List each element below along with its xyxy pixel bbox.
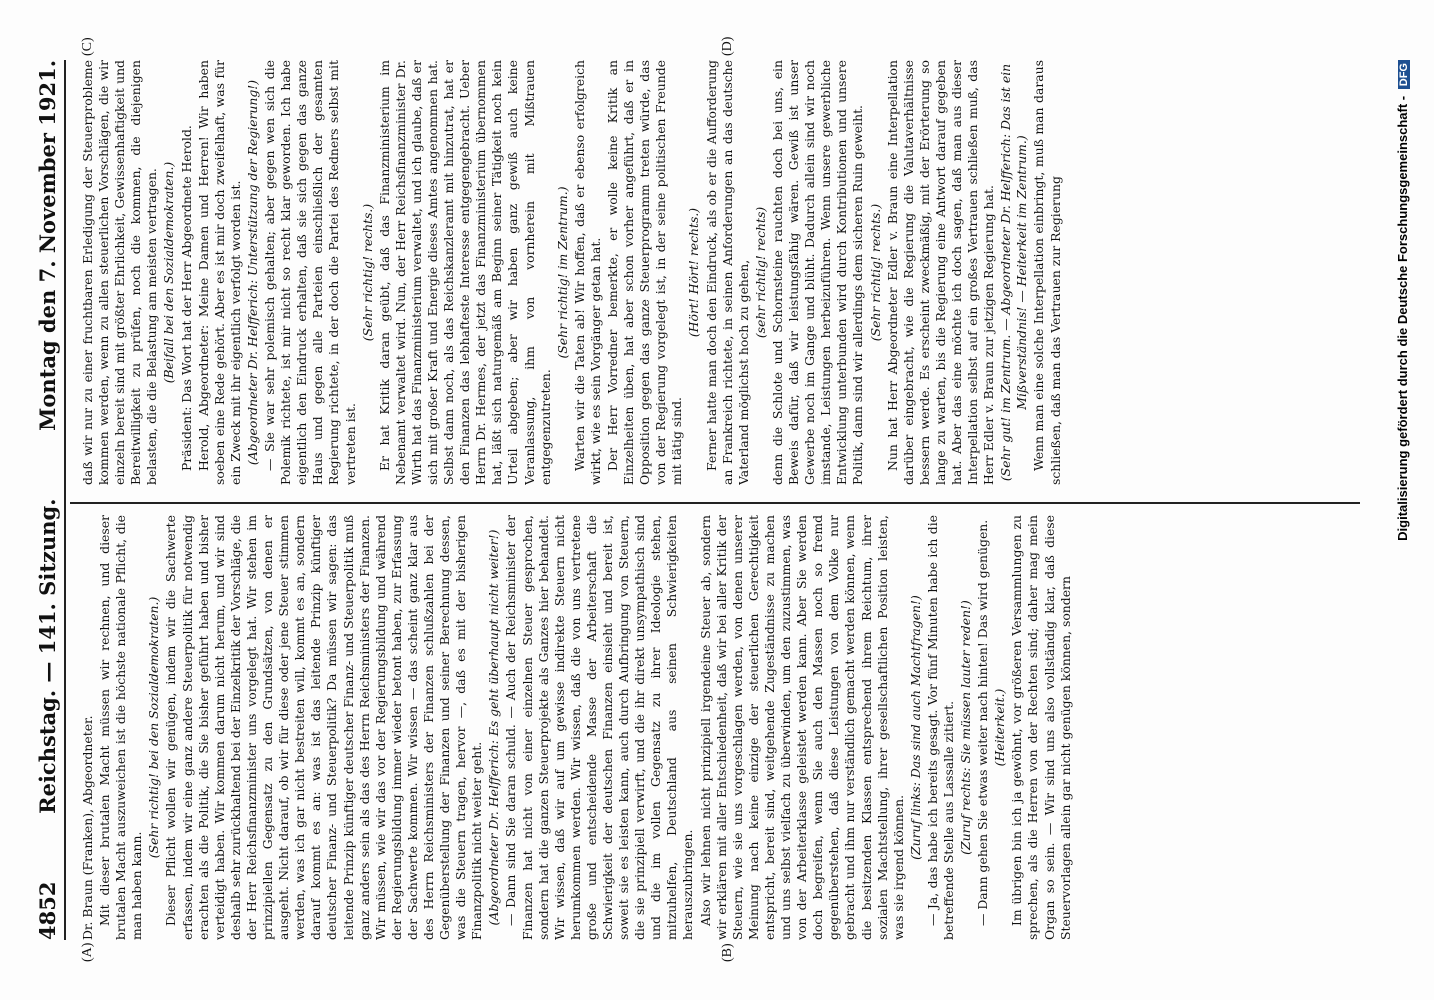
paragraph: denn die Schlote und Schornsteine rauchten doch bei uns, ein Beweis dafür, daß wir leistungsfähig wären. Gewiß ist unser Gewerbe noch im Gange und blüht. Dadurch allein sind wir noch imstande, Leistungen herbeizuführen. Wenn unsere gewerbliche Entwicklung unterbunden wird durch Kontributionen und unsere Politik, dann sind wir allerdings dem sicheren Ruin geweiht. bbox=[769, 60, 866, 485]
digitization-footer bbox=[1395, 60, 1410, 940]
left-column bbox=[80, 515, 1360, 940]
speaker-line: Dr. Braun (Franken), Abgeordneter. bbox=[80, 715, 95, 940]
interjection: (Abgeordneter Dr. Helfferich: Unterstützung der Regierung!) bbox=[244, 79, 260, 466]
interjection: (Sehr richtig! rechts.) bbox=[867, 203, 883, 342]
paragraph: Nun hat Herr Abgeordneter Edler v. Braun eine Interpellation darüber eingebracht, wie die Regierung die Valutaverhältnisse bessern werde. Es erscheint zweckmäßig, mit der Erörterung so lange zu warten, bis die Regierung eine Antwort darauf gegeben hat. Aber das eine möchte ich doch sagen, daß man aus dieser Interpellation selbst auf ein großes Vertrauen schließen muß, das Herr Edler v. Braun zur jetzigen Regierung hat. bbox=[884, 60, 997, 485]
right-column bbox=[80, 60, 1360, 485]
interjection: (Sehr richtig! bei den Sozialdemokraten.) bbox=[146, 596, 162, 859]
paragraph: — Dann sind Sie daran schuld. — Auch der Reichsminister der Finanzen hat nicht von einer einzelnen Steuer gesprochen, sondern hat die ganzen Steuerprojekte als Ganzes hier behandelt. Wir wissen, daß wir auf um gewisse indirekte Steuern nicht herumkommen werden. Wir wissen, daß die von uns vertretene große und entscheidende Masse der Arbeiterschaft die Schwierigkeit der deutschen Finanzen einsieht und bereit ist, soweit sie es leisten kann, auch durch Aufbringung von Steuern, die sie prinzipiell verwirft, und die ihr direkt unsympathisch sind und die im vollen Gegensatz zu ihrer Ideologie stehen, mitzuhelfen, Deutschland aus seinen Schwierigkeiten herauszubringen. bbox=[503, 515, 696, 940]
speaker-line: Herold, Abgeordneter: Meine Damen und Herren! Wir haben soeben eine Rede gehört. Aber es ist mir doch zweifelhaft, was für ein Zweck mit ihr eigentlich verfolgt worden ist. bbox=[195, 60, 243, 485]
paragraph: Warten wir die Taten ab! Wir hoffen, daß er ebenso erfolgreich wirkt, wie es sein Vorgänger getan hat. bbox=[571, 60, 603, 485]
paragraph: Er hat Kritik daran geübt, daß das Finanzministerium im Nebenamt verwaltet wird. Nun, der Herr Reichsfinanzminister Dr. Wirth hat das Finanzministerium verwaltet, und ich glaube, daß er sich mit großer Kraft und Energie dieses Amtes angenommen hat. Selbst dann noch, als das Reichskanzleramt mit hinzutrat, hat er den Finanzen das lebhafteste Interesse entgegengebracht. Ueber Herrn Dr. Hermes, der jetzt das Finanzministerium übernommen hat, läßt sich naturgemäß am Beginn seiner Tätigkeit noch kein Urteil abgeben; aber wir haben ganz gewiß auch keine Veranlassung, ihm von vornherein mit Mißtrauen entgegenzutreten. bbox=[376, 60, 553, 485]
column-divider bbox=[70, 502, 1360, 504]
margin-marker-c: (C) bbox=[80, 37, 95, 56]
page-header bbox=[20, 60, 66, 940]
paragraph: Mit dieser brutalen Macht müssen wir rechnen, und dieser brutalen Macht auszuweichen ist die höchste nationale Pflicht, die man haben kann. bbox=[97, 515, 145, 940]
dfg-logo: DFG bbox=[1398, 60, 1410, 89]
interjection: (Zuruf links: Das sind auch Machtfragen!) bbox=[907, 595, 923, 860]
paragraph: Ferner hatte man doch den Eindruck, als ob er die Aufforderung an Frankreich richtete, in seinen Anforderungen an das deutsche Vaterland möglichst hoch zu gehen, bbox=[703, 60, 751, 485]
paragraph: Also wir lehnen nicht prinzipiell irgendeine Steuer ab, sondern wir erklären mit aller Entschiedenheit, daß wir bei aller Kritik der Steuern, wie sie uns vorgeschlagen werden, von denen unserer Meinung nach keine einzige der steuerlichen Gerechtigkeit entspricht, bereit sind, weitgehende Zugeständnisse zu machen und uns selbst vielfach zu überwinden, um den zuzustimmen, was von der Arbeiterklasse geleistet werden kann. Aber Sie werden doch begreifen, wenn Sie auch den Massen noch so fremd gegenüberstehen, daß diese Leistungen von dem Volke nur gebracht und ihm nur verständlich gemacht werden können, wenn die besitzenden Klassen entsprechend ihrem Reichtum, ihrer sozialen Machtstellung, ihrer gesellschaftlichen Position leisten, was sie irgend können. bbox=[697, 515, 906, 940]
interjection: (Beifall bei den Sozialdemokraten.) bbox=[161, 161, 177, 384]
paragraph: Der Herr Vorredner bemerkte, er wolle keine Kritik an Einzelheiten üben, hat aber schon vorher angeführt, daß er in Opposition gegen das ganze Steuerprogramm treten würde, das von der Regierung vorgelegt ist, in der seine politischen Freunde mit tätig sind. bbox=[605, 60, 685, 485]
paragraph: — Dann gehen Sie etwas weiter nach hinten! Das wird genügen. bbox=[975, 519, 991, 926]
paragraph: daß wir nur zu einer fruchtbaren Erledigung der Steuerprobleme kommen werden, wenn zu allen steuerlichen Vorschlägen, die wir einzeln bereit sind mit größter Ehrlichkeit, Gewissenhaftigkeit und Bereitwilligkeit zu prüfen, noch die kommen, die diejenigen belasten, die die Belastung am meisten vertragen. bbox=[80, 60, 160, 485]
paragraph: Dieser Pflicht wollen wir genügen, indem wir die Sachwerte erfassen, indem wir eine ganz andere Steuerpolitik für notwendig erachten als die Politik, die Sie bisher geführt haben und bisher verteidigt haben. Wir kommen darum nicht herum, und wir sind deshalb sehr zurückhaltend bei der Einzelkritik der Vorschläge, die der Herr Reichsfinanzminister uns vorgelegt hat. Wir stehen im prinzipiellen Gegensatz zu den Grundsätzen, von denen er ausgeht. Nicht darauf, ob wir für diese oder jene Steuer stimmen werden, was ich gar nicht bestreiten will, kommt es an, sondern darauf kommt es an: was ist das leitende Prinzip künftiger deutscher Finanz- und Steuerpolitik? Da müssen wir sagen: das leitende Prinzip künftiger deutscher Finanz- und Steuerpolitik muß ganz anders sein als das des Herrn Reichsministers der Finanzen. Wir müssen, wie wir das vor der Regierungsbildung und während der Regierungsbildung immer wieder betont haben, zur Erfassung der Sachwerte kommen. Wir wissen — das scheint ganz klar aus des Herrn Reichsministers der Finanzen schlußzahlen bei der Gegenüberstellung der Finanzen und seiner Berechnung dessen, was die Steuern tragen, hervor —, daß es mit der bisherigen Finanzpolitik nicht weiter geht. bbox=[163, 515, 485, 940]
footer-text: Digitalisierung gefördert durch die Deutsche Forschungsgemeinschaft - bbox=[1395, 95, 1410, 541]
page-date: Montag den 7. November 1921. bbox=[35, 60, 60, 431]
paragraph: Im übrigen bin ich ja gewöhnt, vor größeren Versammlungen zu sprechen, als die Herren von der Rechten sind; daher mag mein Organ so sein. — Wir sind uns also vollständig klar, daß diese Steuervorlagen allein gar nicht genügen können, sondern bbox=[1009, 515, 1073, 940]
page-number: 4852 bbox=[35, 881, 60, 940]
interjection: (Zuruf rechts: Sie müssen lauter reden!) bbox=[958, 600, 974, 855]
interjection: (Sehr richtig! im Zentrum.) bbox=[554, 186, 570, 359]
margin-marker-a: (A) bbox=[80, 942, 95, 962]
paragraph: — Ja, das habe ich bereits gesagt. Vor fünf Minuten habe ich die betreffende Stelle aus Lassalle zitiert. bbox=[924, 515, 956, 940]
president-statement: Präsident: Das Wort hat der Herr Abgeordnete Herold. bbox=[178, 125, 194, 471]
interjection: (Abgeordneter Dr. Helfferich: Es geht überhaupt nicht weiter!) bbox=[486, 529, 502, 926]
interjection: (Sehr richtig! rechts.) bbox=[359, 203, 375, 342]
margin-marker-b: (B) bbox=[720, 943, 735, 962]
page-title: Reichstag. — 141. Sitzung. bbox=[35, 498, 60, 814]
interjection: (Heiterkeit.) bbox=[992, 688, 1008, 767]
paragraph: Wenn man eine solche Interpellation einbringt, muß man daraus schließen, daß man das Vertrauen zur Regierung bbox=[1031, 60, 1063, 485]
interjection: (sehr richtig! rechts) bbox=[752, 206, 768, 339]
interjection: (Sehr gut! im Zentrum. — Abgeordneter Dr. Helfferich: Das ist ein Mißverständnis! — Heiterkeit im Zentrum.) bbox=[998, 63, 1030, 482]
interjection: (Hört! Hört! rechts.) bbox=[686, 207, 702, 338]
paragraph: — Sie war sehr polemisch gehalten; aber gegen wen sich die Polemik richtete, ist mir nicht so recht klar geworden. Ich habe eigentlich den Eindruck erhalten, daß sie sich gegen das ganze Haus und gegen alle Parteien einschließlich der gesamten Regierung richtete, in der doch die Partei des Redners selbst mit vertreten ist. bbox=[262, 60, 358, 485]
margin-marker-d: (D) bbox=[720, 36, 735, 56]
